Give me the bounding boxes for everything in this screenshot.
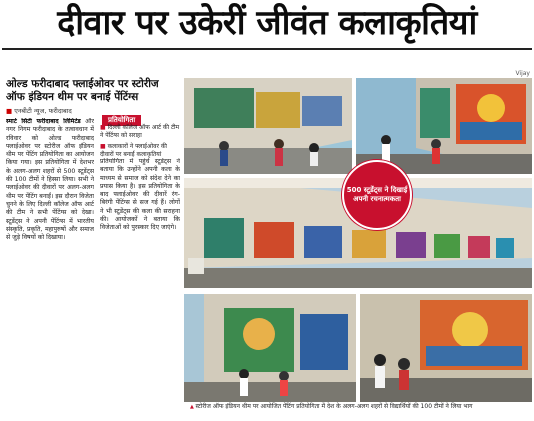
byline (6, 106, 72, 115)
highlight-item: ■ दिल्ली कॉलेज ऑफ आर्ट की टीम ने पेंटिंग्स को सराहा (100, 124, 180, 140)
deck-subheading: ओल्ड फरीदाबाद फ्लाईओवर पर स्टोरीज ऑफ इंडियन थीम पर बनाई पेंटिंग्स (6, 78, 159, 103)
article-lead: स्मार्ट सिटी फरीदाबाद लिमिटेड (6, 118, 81, 125)
byline-marker: ■ (6, 107, 13, 115)
article-column-1 (6, 118, 94, 400)
photo-credit: Vijay (515, 70, 530, 77)
article-column-2 (100, 158, 180, 400)
headline: दीवार पर उकेरीं जीवंत कलाकृतियां (57, 3, 477, 43)
highlight-item: ■ कलाकारों ने फ्लाईओवर की दीवारों पर बनाईं कलाकृतियां (100, 143, 180, 159)
highlights-box (100, 124, 180, 162)
article-text: और नगर निगम फरीदाबाद के तत्वावधान में रविवार को ओल्ड फरीदाबाद फ्लाईओवर पर स्टोरीज ऑफ इंडियन थीम पर पेंटिंग प्रतियोगिता का आयोजन किया गया। इस प्रतियोगिता में देशभर के अलग-अलग शहरों से 500 स्टूडेंट्स की 100 टीमों ने हिस्सा लिया। सभी ने फ्लाईओवर की दीवारों पर अलग-अलग थीम पर पेंटिंग बनाईं। इस दौरान विजेता चुनने के लिए दिल्ली कॉलेज ऑफ आर्ट की टीम ने सभी पेंटिंग्स को देखा। स्टूडेंट्स ने अपनी पेंटिंग्स में भारतीय संस्कृति, प्रकृति, महापुरुषों और समाज से जुड़े विषयों को दिखाया। (6, 118, 94, 242)
byline-text: एनबीटी न्यूज, फरीदाबाद (14, 107, 72, 115)
article-text: प्रतियोगिता में पहुंचे स्टूडेंट्स ने बताया कि उन्होंने अपनी कला के माध्यम से समाज को संदेश देने का प्रयास किया है। इस प्रतियोगिता के बाद फ्लाईओवर की दीवारें रंग-बिरंगी पेंटिंग्स से सज गई हैं। लोगों ने भी स्टूडेंट्स की कला की सराहना की। आयोजकों ने बताया कि विजेताओं को पुरस्कार दिए जाएंगे। (100, 158, 180, 232)
photo-caption: ▲ स्टोरीज ऑफ इंडियन थीम पर आयोजित पेंटिंग प्रतियोगिता में देश के अलग-अलग शहरों से विद्यार्थियों की 100 टीमों ने लिया भाग (190, 403, 530, 411)
photo-flyover-wall-painting-3 (184, 294, 356, 402)
section-tag: प्रतियोगिता (102, 115, 141, 126)
headline-rule (2, 48, 532, 50)
photo-students-painting (360, 294, 532, 402)
photo-flyover-wall-painting-1 (184, 78, 352, 174)
students-badge: 500 स्टूडेंट्स ने दिखाई अपनी रचनात्मकता (342, 160, 412, 230)
